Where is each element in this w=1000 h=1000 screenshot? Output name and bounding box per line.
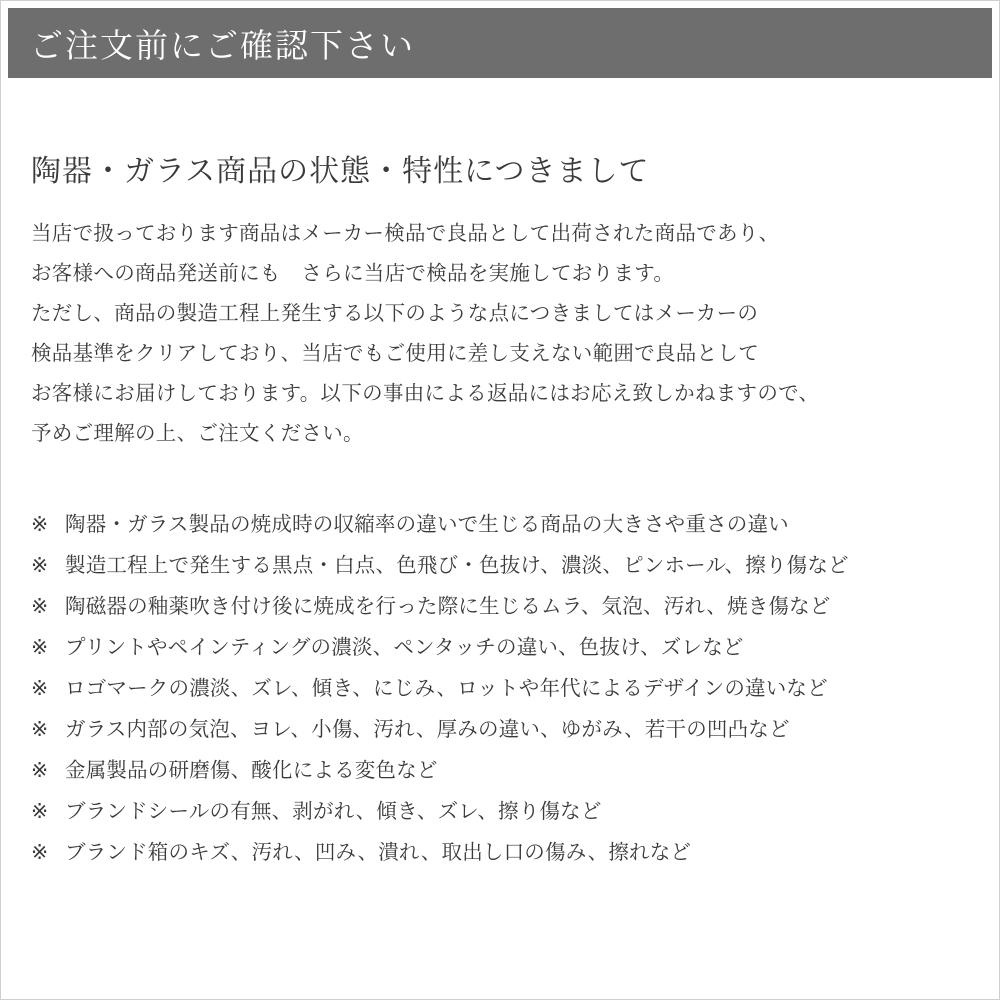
note-text: ブランド箱のキズ、汚れ、凹み、潰れ、取出し口の傷み、擦れなど — [65, 841, 692, 864]
note-text: プリントやペインティングの濃淡、ペンタッチの違い、色抜け、ズレなど — [65, 636, 744, 659]
intro-paragraph — [31, 214, 971, 454]
content-area — [1, 101, 1000, 873]
note-mark-icon: ※ — [31, 554, 49, 577]
note-mark-icon: ※ — [31, 677, 49, 700]
section-title: 陶器・ガラス商品の状態・特性につきまして — [31, 155, 650, 188]
paragraph-line: お客様にお届けしております。以下の事由による返品にはお応え致しかねますので、 — [31, 382, 820, 405]
note-mark-icon: ※ — [31, 718, 49, 741]
list-item — [31, 504, 971, 545]
list-item — [31, 586, 971, 627]
page-title: ご注文前にご確認下さい — [30, 26, 415, 64]
note-text: 陶器・ガラス製品の焼成時の収縮率の違いで生じる商品の大きさや重さの違い — [65, 513, 789, 536]
header-bar — [8, 8, 992, 78]
note-text: ガラス内部の気泡、ヨレ、小傷、汚れ、厚みの違い、ゆがみ、若干の凹凸など — [65, 718, 790, 741]
note-text: ロゴマークの濃淡、ズレ、傾き、にじみ、ロットや年代によるデザインの違いなど — [65, 677, 828, 700]
list-item — [31, 627, 971, 668]
list-item — [31, 545, 971, 586]
note-mark-icon: ※ — [31, 800, 49, 823]
notes-list — [31, 504, 971, 873]
note-mark-icon: ※ — [31, 636, 49, 659]
list-item — [31, 709, 971, 750]
note-text: 製造工程上で発生する黒点・白点、色飛び・色抜け、濃淡、ピンホール、擦り傷など — [65, 554, 849, 577]
note-mark-icon: ※ — [31, 513, 49, 536]
paragraph-line: 予めご理解の上、ご注文ください。 — [31, 422, 364, 445]
list-item — [31, 750, 971, 791]
paragraph-line: 当店で扱っております商品はメーカー検品で良品として出荷された商品であり、 — [31, 222, 780, 245]
paragraph-line: お客様への商品発送前にも さらに当店で検品を実施しております。 — [31, 262, 675, 285]
list-item — [31, 791, 971, 832]
note-text: 陶磁器の釉薬吹き付け後に焼成を行った際に生じるムラ、気泡、汚れ、焼き傷など — [65, 595, 831, 618]
list-item — [31, 668, 971, 709]
note-mark-icon: ※ — [31, 595, 49, 618]
paragraph-line: ただし、商品の製造工程上発生する以下のような点につきましてはメーカーの — [31, 302, 759, 325]
note-mark-icon: ※ — [31, 759, 49, 782]
paragraph-line: 検品基準をクリアしており、当店でもご使用に差し支えない範囲で良品として — [31, 342, 759, 365]
note-text: 金属製品の研磨傷、酸化による変色など — [65, 759, 438, 782]
note-mark-icon: ※ — [31, 841, 49, 864]
note-text: ブランドシールの有無、剥がれ、傾き、ズレ、擦り傷など — [65, 800, 602, 823]
list-item — [31, 832, 971, 873]
